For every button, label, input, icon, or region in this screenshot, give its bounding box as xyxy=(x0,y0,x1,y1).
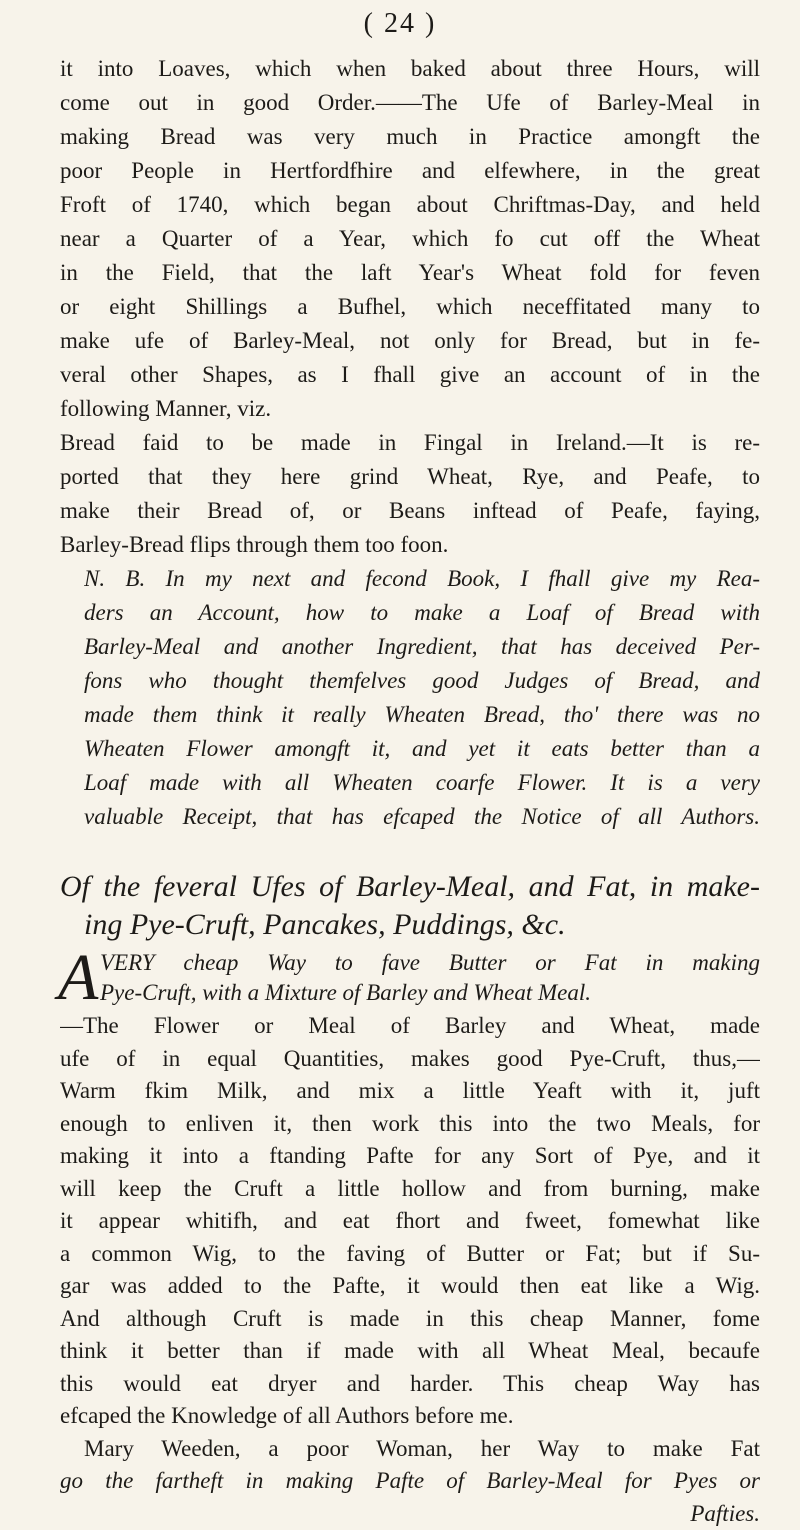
text-line: And although Cruft is made in this cheap Manner, fome xyxy=(60,1303,760,1336)
subheading xyxy=(100,948,760,1008)
text-line: come out in good Order.——The Ufe of Barley-Meal in xyxy=(60,86,760,120)
text-line: it appear whitifh, and eat fhort and fweet, fomewhat like xyxy=(60,1205,760,1238)
text-line: Barley-Bread flips through them too foon. xyxy=(60,528,760,562)
text-line: gar was added to the Pafte, it would then eat like a Wig. xyxy=(60,1270,760,1303)
drop-cap: A xyxy=(58,945,98,1011)
text-line: ders an Account, how to make a Loaf of Bread with xyxy=(84,596,760,630)
subheading-line: VERY cheap Way to fave Butter or Fat in making xyxy=(100,948,760,978)
text-line: Bread faid to be made in Fingal in Ireland.—It is re- xyxy=(60,426,760,460)
text-line: make ufe of Barley-Meal, not only for Bread, but in fe- xyxy=(60,324,760,358)
text-line: this would eat dryer and harder. This cheap Way has xyxy=(60,1368,760,1401)
text-line: make their Bread of, or Beans inftead of Peafe, faying, xyxy=(60,494,760,528)
text-line: Loaf made with all Wheaten coarfe Flower. It is a very xyxy=(84,766,760,800)
text-line: N. B. In my next and fecond Book, I fhall give my Rea- xyxy=(84,562,760,596)
text-line: making Bread was very much in Practice amongft the xyxy=(60,120,760,154)
text-line: a common Wig, to the faving of Butter or Fat; but if Su- xyxy=(60,1238,760,1271)
text-line: —The Flower or Meal of Barley and Wheat, made xyxy=(60,1010,760,1043)
text-line: in the Field, that the laft Year's Wheat fold for feven xyxy=(60,256,760,290)
text-line: Mary Weeden, a poor Woman, her Way to make Fat xyxy=(60,1433,760,1466)
text-line: valuable Receipt, that has efcaped the Notice of all Authors. xyxy=(84,800,760,834)
text-line: Froft of 1740, which began about Chriftmas-Day, and held xyxy=(60,188,760,222)
subheading-line: Pye-Cruft, with a Mixture of Barley and Wheat Meal. xyxy=(100,978,760,1008)
text-line: it into Loaves, which when baked about three Hours, will xyxy=(60,52,760,86)
text-line: made them think it really Wheaten Bread, tho' there was no xyxy=(84,698,760,732)
text-line: veral other Shapes, as I fhall give an account of in the xyxy=(60,358,760,392)
paragraph-barley-bread-history xyxy=(60,52,760,426)
text-line: or eight Shillings a Bufhel, which neceffitated many to xyxy=(60,290,760,324)
text-line: ported that they here grind Wheat, Rye, and Peafe, to xyxy=(60,460,760,494)
text-line: following Manner, viz. xyxy=(60,392,760,426)
heading-line: Of the feveral Ufes of Barley-Meal, and Fat, in make- xyxy=(60,868,760,906)
text-line: efcaped the Knowledge of all Authors before me. xyxy=(60,1400,760,1433)
text-line: ufe of in equal Quantities, makes good Pye-Cruft, thus,— xyxy=(60,1043,760,1076)
text-line: fons who thought themfelves good Judges of Bread, and xyxy=(84,664,760,698)
paragraph-nota-bene xyxy=(84,562,760,834)
text-line: Warm fkim Milk, and mix a little Yeaft with it, juft xyxy=(60,1075,760,1108)
paragraph-pye-cruft xyxy=(60,1010,760,1530)
catchword: Pafties. xyxy=(60,1498,760,1530)
paragraph-fingal-bread xyxy=(60,426,760,562)
text-line: think it better than if made with all Wheat Meal, becaufe xyxy=(60,1335,760,1368)
page-number: ( 24 ) xyxy=(0,8,800,40)
text-line: go the fartheft in making Pafte of Barley-Meal for Pyes or xyxy=(60,1465,760,1498)
heading-line: ing Pye-Cruft, Pancakes, Puddings, &c. xyxy=(60,906,760,944)
text-line: will keep the Cruft a little hollow and from burning, make xyxy=(60,1173,760,1206)
text-line: Wheaten Flower amongft it, and yet it eats better than a xyxy=(84,732,760,766)
text-line: making it into a ftanding Pafte for any Sort of Pye, and it xyxy=(60,1140,760,1173)
text-line: Barley-Meal and another Ingredient, that has deceived Per- xyxy=(84,630,760,664)
text-line: enough to enliven it, then work this into the two Meals, for xyxy=(60,1108,760,1141)
text-line: poor People in Hertfordfhire and elfewhere, in the great xyxy=(60,154,760,188)
section-heading xyxy=(60,868,760,944)
text-line: near a Quarter of a Year, which fo cut off the Wheat xyxy=(60,222,760,256)
